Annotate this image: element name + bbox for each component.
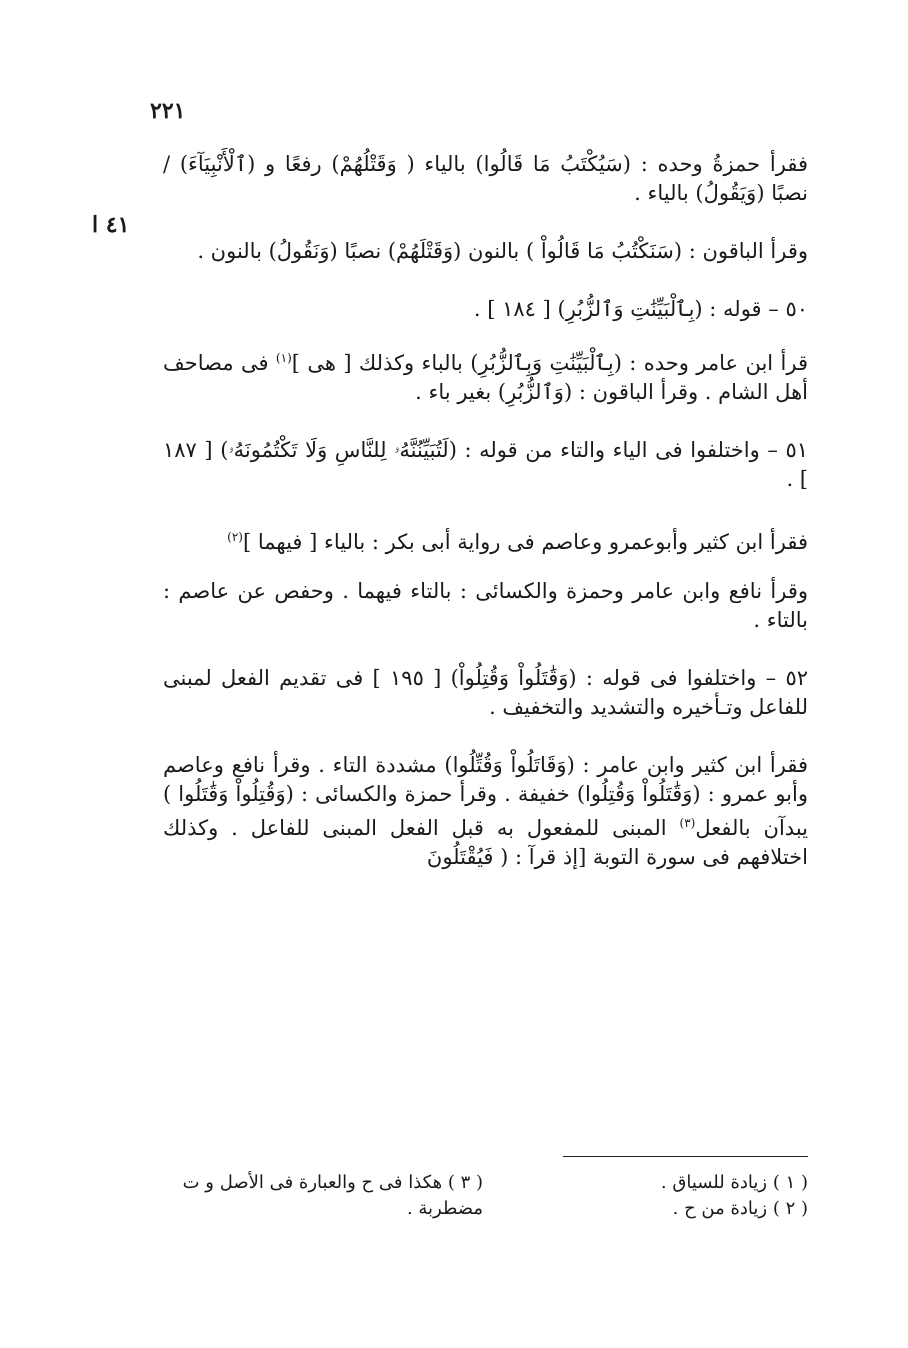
footnote-divider <box>563 1156 808 1157</box>
footnotes <box>163 1170 808 1222</box>
paragraph <box>163 751 808 872</box>
footnote: ( ١ ) زيادة للسياق . <box>660 1172 808 1193</box>
verse-heading: ٥٢ – واختلفوا فى قوله : (وَقَٰتَلُواْ وَقُتِلُواْ) [ ١٩٥ ] فى تقديم الفعل لمبنى للفاعل وتـأخيره والتشديد والتخفيف . <box>163 666 808 719</box>
paragraph-text: فقرأ ابن كثير وأبوعمرو وعاصم فى رواية أبى بكر : بالياء [ فيهما ] <box>242 530 808 554</box>
main-text <box>163 150 808 901</box>
footnotes-right-column <box>568 1170 808 1222</box>
footnote-ref: (٣) <box>679 816 696 830</box>
page-number: ٢٢١ <box>150 98 186 124</box>
paragraph <box>163 523 808 557</box>
footnote: ( ٢ ) زيادة من ح . <box>672 1198 808 1219</box>
paragraph: فقرأ حمزةُ وحده : (سَيُكْتَبُ مَا قَالُوا) بالياء ( وَقَتْلُهُمْ) رفعًا و (ٱلْأَنْبِيَآءَ) / نصبًا (وَيَقُولُ) بالياء . <box>163 152 808 205</box>
paragraph-text: فقرأ ابن كثير وابن عامر : (وَقَاتَلُواْ وَقُتِّلُوا) مشددة التاء . وقرأ نافع وعاصم وأبو عمرو : (وَقَٰتَلُواْ وَقُتِلُوا) خفيفة . وقرأ حمزة والكسائى : (وَقُتِلُواْ وَقَٰتَلُوا ) يبدآن بالفعل <box>163 753 808 840</box>
footnote-ref: (٢) <box>227 530 243 544</box>
paragraph-text: قرأ ابن عامر وحده : (بِٱلْبَيِّنَٰتِ وَبِٱلزُّبُرِ) بالباء وكذلك [ هى ] <box>291 351 808 375</box>
verse-heading: ٥٠ – قوله : (بِٱلْبَيِّنَٰتِ وَٱلزُّبُرِ) [ ١٨٤ ] . <box>473 297 808 321</box>
margin-note: ٤١ ا <box>92 212 130 238</box>
footnote-ref: (١) <box>275 351 292 365</box>
paragraph <box>163 344 808 407</box>
paragraph-text: المبنى للمفعول به قبل الفعل المبنى للفاعل . وكذلك اختلافهم فى سورة التوبة [إذ قرآ : ( فَيُقْتَلُونَ <box>163 816 808 869</box>
paragraph: وقرأ الباقون : (سَنَكْتُبُ مَا قَالُواْ ) بالنون (وَقَتْلَهُمْ) نصبًا (وَنَقُولُ) بالنون . <box>197 239 808 263</box>
paragraph: وقرأ نافع وابن عامر وحمزة والكسائى : بالتاء فيهما . وحفص عن عاصم : بالتاء . <box>163 579 809 632</box>
footnotes-left-column <box>163 1170 483 1222</box>
paragraph-text: فى مصاحف أهل الشام . وقرأ الباقون : (وَٱلزُّبُرِ) بغير باء . <box>163 351 808 404</box>
footnote: ( ٣ ) هكذا فى ح والعبارة فى الأصل و ت مضطربة . <box>182 1172 483 1219</box>
verse-heading: ٥١ – واختلفوا فى الياء والتاء من قوله : (لَتُبَيِّنُنَّهُۥ لِلنَّاسِ وَلَا تَكْتُمُونَهُۥ) [ ١٨٧ ] . <box>163 438 809 491</box>
